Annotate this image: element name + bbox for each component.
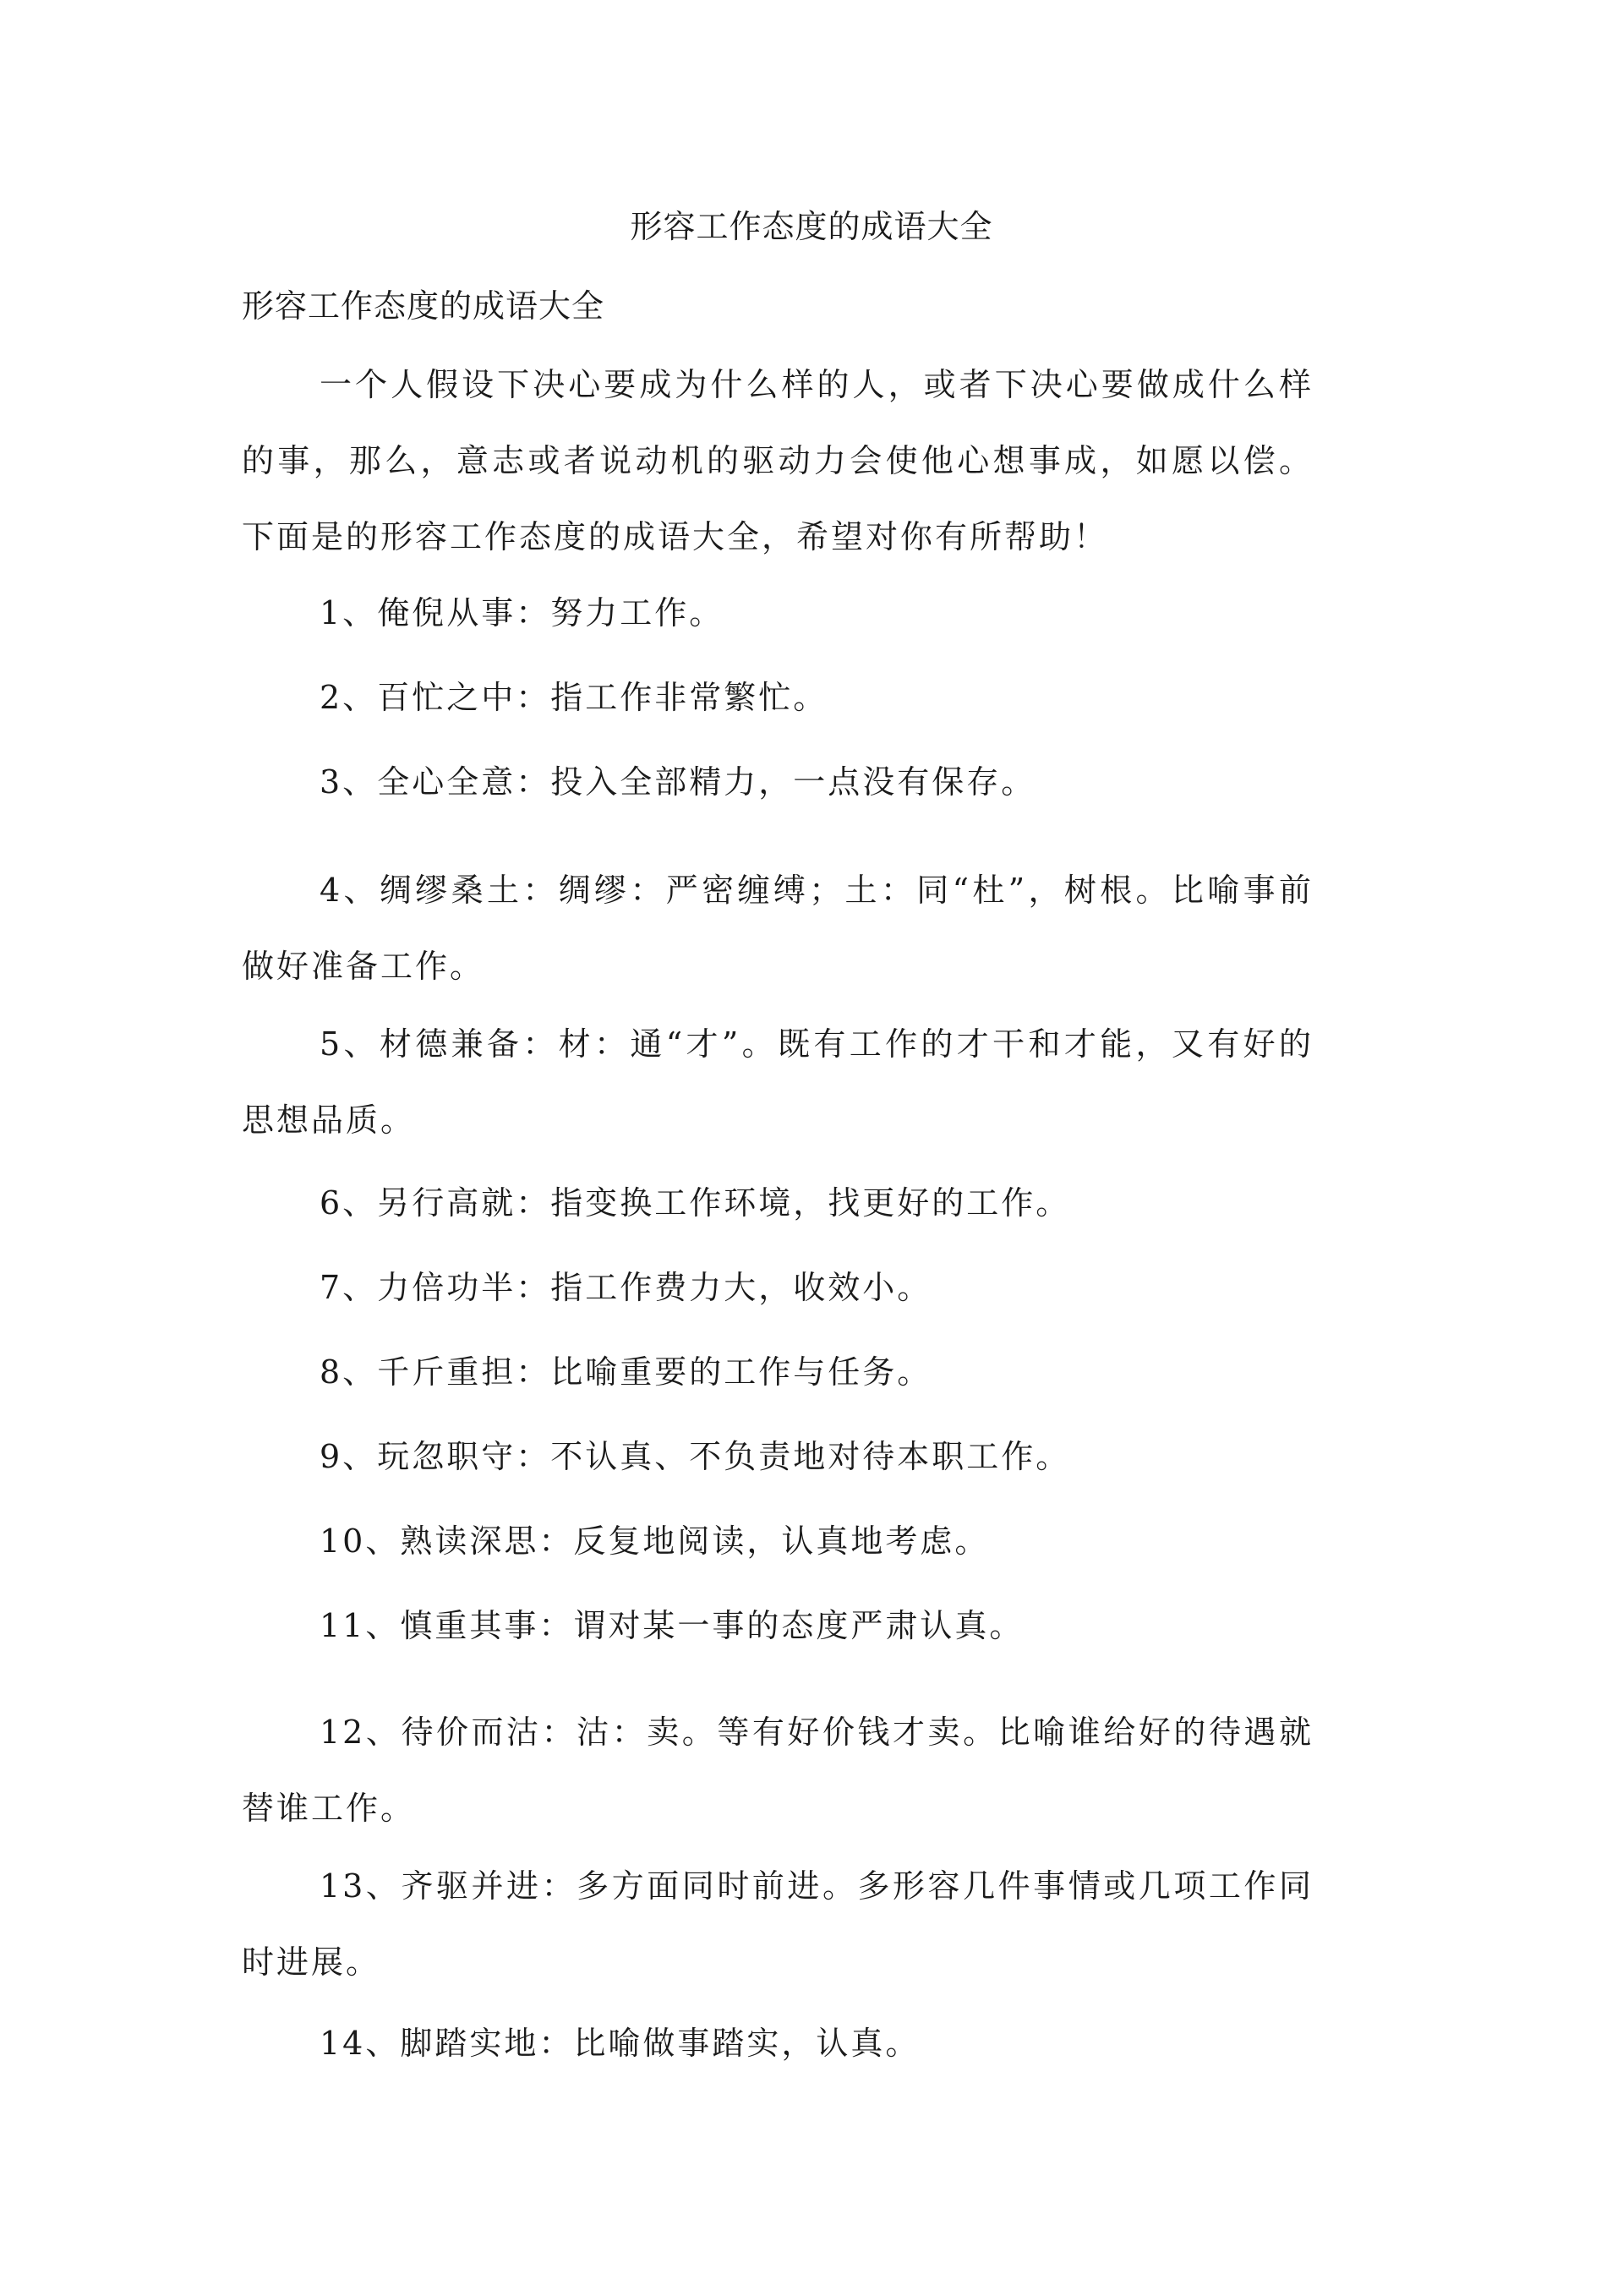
item-definition: 指变换工作环境，找更好的工作。 <box>550 1184 1071 1222</box>
idiom-item <box>242 1588 1314 1664</box>
item-number: 7、 <box>320 1269 378 1306</box>
item-definition: 努力工作。 <box>550 594 724 631</box>
item-idiom: 熟读深思 <box>400 1522 539 1560</box>
item-idiom: 脚踏实地 <box>400 2025 539 2062</box>
item-separator: ： <box>541 1714 577 1751</box>
idiom-item <box>242 1848 1314 2000</box>
intro-paragraph: 一个人假设下决心要成为什么样的人，或者下决心要做成什么样的事，那么，意志或者说动机的驱动力会使他心想事成，如愿以偿。下面是的形容工作态度的成语大全，希望对你有所帮助！ <box>242 366 1314 555</box>
item-definition: 比喻重要的工作与任务。 <box>550 1353 932 1391</box>
item-definition: 谓对某一事的态度严肃认真。 <box>573 1607 1025 1644</box>
item-number: 10、 <box>320 1522 401 1560</box>
item-separator: ： <box>516 679 551 716</box>
item-separator: ： <box>538 2025 574 2062</box>
item-number: 13、 <box>320 1867 402 1905</box>
item-separator: ： <box>516 1353 551 1391</box>
document-subtitle: 形容工作态度的成语大全 <box>242 287 605 325</box>
idiom-item <box>242 852 1314 1004</box>
item-number: 2、 <box>320 679 378 716</box>
item-idiom: 全心全意 <box>377 763 516 801</box>
item-definition: 反复地阅读，认真地考虑。 <box>573 1522 990 1560</box>
item-idiom: 俺倪从事 <box>377 594 516 631</box>
idiom-item <box>242 659 1314 735</box>
item-separator: ： <box>516 1438 551 1475</box>
item-number: 9、 <box>320 1438 378 1475</box>
item-separator: ： <box>538 1522 574 1560</box>
item-definition: 比喻做事踏实，认真。 <box>573 2025 921 2062</box>
idiom-item <box>242 1249 1314 1326</box>
item-idiom: 力倍功半 <box>377 1269 516 1306</box>
item-definition: 投入全部精力，一点没有保存。 <box>550 763 1036 801</box>
idiom-item <box>242 1419 1314 1495</box>
idiom-item <box>242 1694 1314 1846</box>
item-number: 14、 <box>320 2025 401 2062</box>
item-idiom: 待价而沽 <box>401 1714 542 1751</box>
document-title: 形容工作态度的成语大全 <box>630 208 993 245</box>
item-number: 5、 <box>320 1025 380 1063</box>
idiom-item <box>242 1165 1314 1241</box>
item-idiom: 千斤重担 <box>377 1353 516 1391</box>
idiom-item <box>242 1503 1314 1579</box>
item-number: 1、 <box>320 594 378 631</box>
idiom-item <box>242 1006 1314 1158</box>
item-idiom: 慎重其事 <box>400 1607 539 1644</box>
item-separator: ： <box>541 1867 577 1905</box>
idiom-item <box>242 575 1314 651</box>
item-idiom: 百忙之中 <box>377 679 516 716</box>
item-separator: ： <box>516 1184 551 1222</box>
item-number: 4、 <box>320 872 380 909</box>
item-separator: ： <box>516 1269 551 1306</box>
idiom-item <box>242 744 1314 820</box>
item-separator: ： <box>522 872 559 909</box>
item-idiom: 齐驱并进 <box>401 1867 542 1905</box>
item-definition: 多方面同时前进。多形容几件事情或几项工作同时进展。 <box>242 1867 1314 1981</box>
item-definition: 绸缪：严密缠缚；土：同“杜”，树根。比喻事前做好准备工作。 <box>242 872 1314 985</box>
item-definition: 指工作费力大，收效小。 <box>550 1269 932 1306</box>
item-idiom: 材德兼备 <box>379 1025 523 1063</box>
item-number: 3、 <box>320 763 378 801</box>
item-idiom: 另行高就 <box>377 1184 516 1222</box>
item-number: 6、 <box>320 1184 378 1222</box>
item-definition: 沽：卖。等有好价钱才卖。比喻谁给好的待遇就替谁工作。 <box>242 1714 1314 1827</box>
item-idiom: 绸缪桑土 <box>379 872 523 909</box>
item-number: 8、 <box>320 1353 378 1391</box>
item-separator: ： <box>516 594 551 631</box>
item-definition: 不认真、不负责地对待本职工作。 <box>550 1438 1071 1475</box>
item-idiom: 玩忽职守 <box>377 1438 516 1475</box>
item-number: 11、 <box>320 1607 401 1644</box>
item-definition: 材：通“才”。既有工作的才干和才能，又有好的思想品质。 <box>242 1025 1314 1139</box>
idiom-item <box>242 2005 1314 2081</box>
item-definition: 指工作非常繁忙。 <box>550 679 828 716</box>
idiom-item <box>242 1334 1314 1410</box>
item-number: 12、 <box>320 1714 402 1751</box>
item-separator: ： <box>522 1025 559 1063</box>
item-separator: ： <box>538 1607 574 1644</box>
item-separator: ： <box>516 763 551 801</box>
